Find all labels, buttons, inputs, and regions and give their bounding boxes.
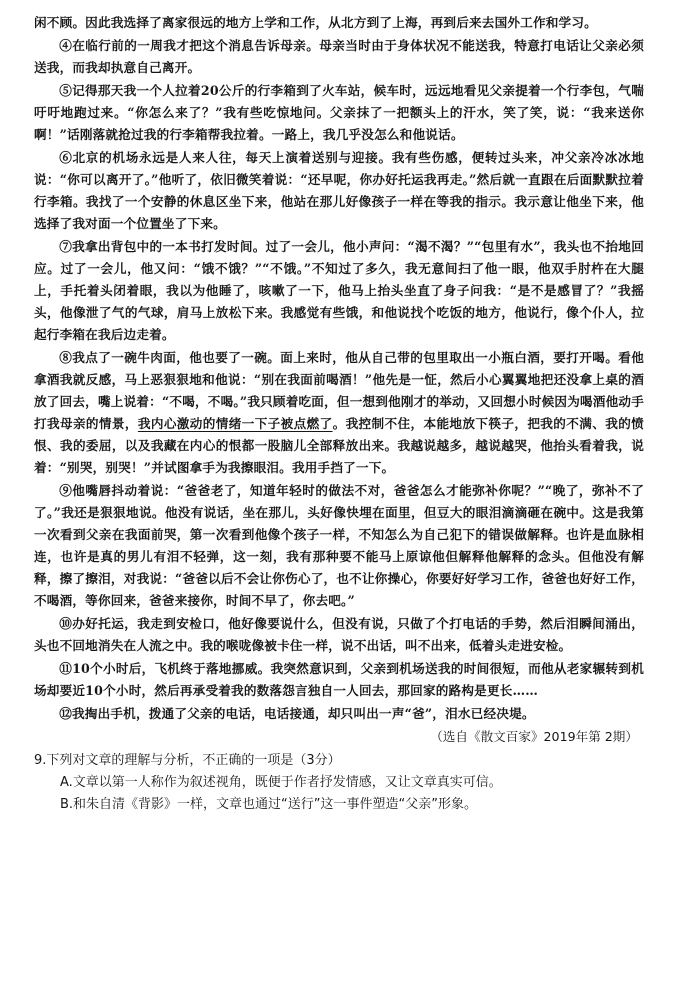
option-b: B.和朱自清《背影》一样，文章也通过“送行”这一事件塑造“父亲”形象。 bbox=[60, 797, 477, 812]
paragraph-8-head: ⑧我点了一碗牛肉面，他也要了一碗。面上来时，他从自己带的包里取出一小瓶白酒，要打开喝。看他拿酒我就反感，马上恶狠狠地和他说：“别在我面前喝酒！”他先是一怔，然后小心翼翼地把还没拿上桌的酒放了回去，嘴上说着：“不喝，不喝。”我只顾着吃面，但一想到他刚才的举动，又回想小时候因为喝酒他动手打我母亲的情景， bbox=[34, 350, 644, 431]
paragraph-9: ⑨他嘴唇抖动着说：“爸爸老了，知道年轻时的做法不对，爸爸怎么才能弥补你呢？”“晚了，弥补不了了。”我还是狠狠地说。他没有说话，坐在那儿，头好像快埋在面里，但豆大的眼泪滴滴砸在碗中。这是我第一次看到父亲在我面前哭，第一次看到他像个孩子一样，不知怎么为自己犯下的错误做解释。也许是血脉相连，也许是真的男儿有泪不轻弹，这一刻，我有那种要不能马上原谅他但解释他解释的念头。但他没有解释，擦了擦泪，对我说：“爸爸以后不会让你伤心了，也不让你操心，你要好好学习工作，爸爸也好好工作，不喝酒，等你回来，爸爸来接你，时间不早了，你去吧。” bbox=[34, 483, 644, 608]
paragraph-12: ⑫我掏出手机，拨通了父亲的电话，电话接通，却只叫出一声“爸”，泪水已经决堤。 bbox=[59, 706, 535, 721]
source-citation: （选自《散文百家》2019年第 2期） bbox=[430, 729, 638, 744]
paragraph-11: ⑪10个小时后，飞机终于落地挪威。我突然意识到，父亲到机场送我的时间很短，而他从老家辗转到机场却要近10个小时，然后再承受着我的数落怨言独自一人回去，那回家的路构是更长…… bbox=[34, 661, 644, 698]
paragraph-8-tail: 。我控制不住，本能地放下筷子，把我的不满、我的愤恨、我的委屈，以及我藏在内心的恨都一股脑儿全部释放出来。我越说越多，越说越哭，他抬头看着我，说着：“别哭，别哭！”并试图拿手为我擦眼泪。我用手挡了一下。 bbox=[34, 416, 644, 475]
paragraph-4: ④在临行前的一周我才把这个消息告诉母亲。母亲当时由于身体状况不能送我，特意打电话让父亲必须送我，而我却执意自己离开。 bbox=[34, 38, 644, 75]
question-stem: 9.下列对文章的理解与分析，不正确的一项是（3分） bbox=[34, 753, 341, 768]
paragraph-5: ⑤记得那天我一个人拉着20公斤的行李箱到了火车站，候车时，远远地看见父亲提着一个行李包，气喘吁吁地跑过来。“你怎么来了？”我有些吃惊地问。父亲抹了一把额头上的汗水，笑了笑，说：“我来送你啊！”话刚落就抢过我的行李箱帮我拉着。一路上，我几乎没怎么和他说话。 bbox=[34, 83, 644, 142]
paragraph-continuation: 闲不顾。因此我选择了离家很远的地方上学和工作，从北方到了上海，再到后来去国外工作和学习。 bbox=[34, 15, 597, 30]
paragraph-7: ⑦我拿出背包中的一本书打发时间。过了一会儿，他小声问：“渴不渴？”“包里有水”，我头也不抬地回应。过了一会儿，他又问：“饿不饿？”“不饿。”不知过了多久，我无意间扫了他一眼，他双手肘杵在大腿上，手托着头闭着眼，我以为他睡了，咳嗽了一下，他马上抬头坐直了身子问我：“是不是感冒了？”我摇头，他像泄了气的气球，肩马上放松下来。我感觉有些饿，和他说找个吃饭的地方，他说行，像个仆人，拉起行李箱在我后边走着。 bbox=[34, 239, 644, 342]
paragraph-10: ⑩办好托运，我走到安检口，他好像要说什么，但没有说，只做了个打电话的手势，然后泪瞬间涌出，头也不回地消失在人流之中。我的喉咙像被卡住一样，说不出话，叫不出来，低着头走进安检。 bbox=[34, 616, 644, 653]
paragraph-6: ⑥北京的机场永远是人来人往，每天上演着送别与迎接。我有些伤感，便转过头来，冲父亲冷冰冰地说：“你可以离开了。”他听了，依旧微笑着说：“还早呢，你办好托运我再走。”然后就一直跟在后面默默拉着行李箱。我找了一个安静的休息区坐下来，他站在那儿好像孩子一样在等我的指示。我示意让他坐下来，他选择了我对面一个位置坐了下来。 bbox=[34, 150, 644, 231]
paragraph-8 bbox=[34, 347, 644, 479]
underlined-sentence: 我内心激动的情绪一下子被点燃了 bbox=[137, 416, 333, 431]
option-a: A.文章以第一人称作为叙述视角，既便于作者抒发情感，又让文章真实可信。 bbox=[60, 775, 502, 790]
